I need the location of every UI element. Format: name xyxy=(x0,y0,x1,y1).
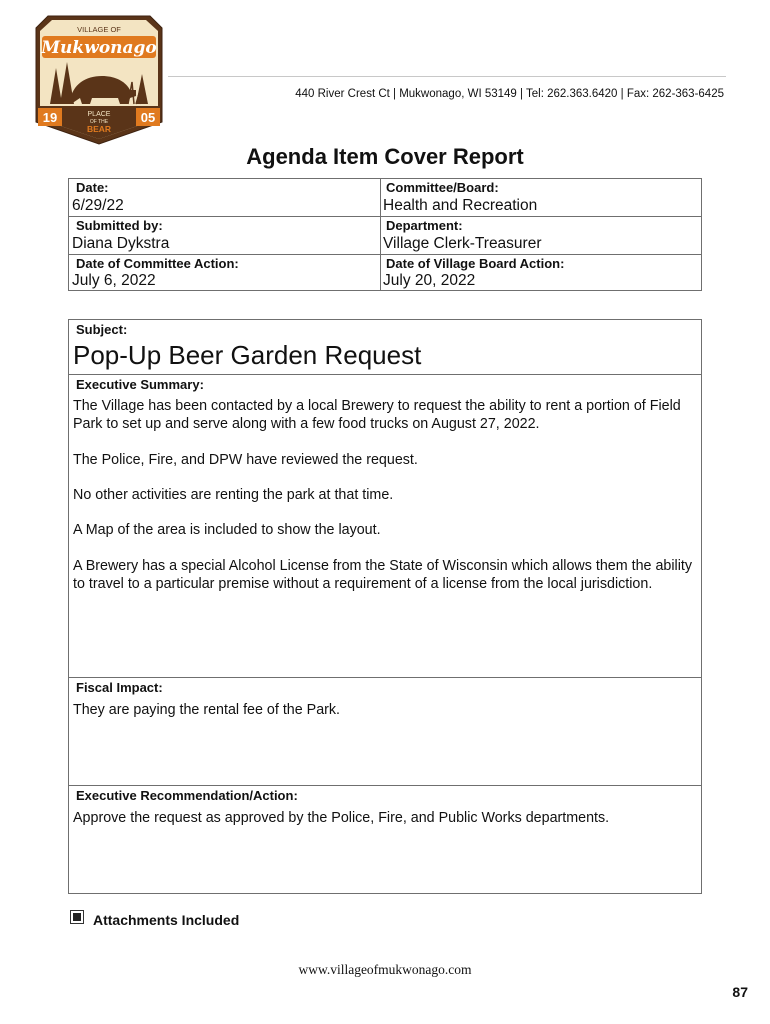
info-table xyxy=(68,178,702,291)
recommendation-label: Executive Recommendation/Action: xyxy=(76,788,298,803)
submitted-label: Submitted by: xyxy=(76,218,163,233)
logo-year-left: 19 xyxy=(42,110,58,125)
header-address: 440 River Crest Ct | Mukwonago, WI 53149 | Tel: 262.363.6420 | Fax: 262-363-6425 xyxy=(295,88,724,100)
recommendation-text: Approve the request as approved by the Police, Fire, and Public Works departments. xyxy=(73,810,610,826)
summary-paragraph-5: A Brewery has a special Alcohol License from the State of Wisconsin which allows them the ability to travel to a particular premise without a requirement of a license from the local jurisdiction. xyxy=(73,558,693,592)
summary-paragraph-4: A Map of the area is included to show the layout. xyxy=(73,522,381,538)
subject-value: Pop-Up Beer Garden Request xyxy=(73,340,422,370)
date-value: 6/29/22 xyxy=(72,197,124,214)
logo-name: Mukwonago xyxy=(41,38,157,58)
department-label: Department: xyxy=(386,218,463,233)
attachments-checkbox[interactable] xyxy=(70,910,84,924)
committee-action-value: July 6, 2022 xyxy=(72,272,156,289)
committee-action-label: Date of Committee Action: xyxy=(76,256,239,271)
fiscal-label: Fiscal Impact: xyxy=(76,680,163,695)
logo-top-text: VILLAGE OF xyxy=(77,25,121,34)
board-action-label: Date of Village Board Action: xyxy=(386,256,565,271)
summary-label: Executive Summary: xyxy=(76,377,204,392)
department-value: Village Clerk-Treasurer xyxy=(383,235,542,252)
date-label: Date: xyxy=(76,180,109,195)
header-rule xyxy=(168,76,726,77)
committee-value: Health and Recreation xyxy=(383,197,538,214)
summary-paragraph-3: No other activities are renting the park at that time. xyxy=(73,487,394,503)
board-action-value: July 20, 2022 xyxy=(383,272,476,289)
committee-label: Committee/Board: xyxy=(386,180,499,195)
logo-year-right: 05 xyxy=(140,110,156,125)
report-body-box xyxy=(68,319,702,894)
submitted-value: Diana Dykstra xyxy=(72,235,170,252)
fiscal-text: They are paying the rental fee of the Park. xyxy=(73,702,341,718)
subject-label: Subject: xyxy=(76,322,128,337)
summary-paragraph-1: The Village has been contacted by a local Brewery to request the ability to rent a portion of Field Park to set up and serve along with a few food trucks on August 27, 2022. xyxy=(73,398,681,432)
attachments-label: Attachments Included xyxy=(93,912,240,928)
page-title: Agenda Item Cover Report xyxy=(246,144,524,169)
footer-website: www.villageofmukwonago.com xyxy=(298,962,472,977)
logo-banner-line2: OF THE xyxy=(89,119,109,125)
summary-paragraph-2: The Police, Fire, and DPW have reviewed the request. xyxy=(73,452,418,468)
page-number: 87 xyxy=(732,984,748,1000)
logo-banner-line1: PLACE xyxy=(87,111,111,118)
logo-banner-line3: BEAR xyxy=(86,124,112,134)
village-logo xyxy=(32,12,166,146)
